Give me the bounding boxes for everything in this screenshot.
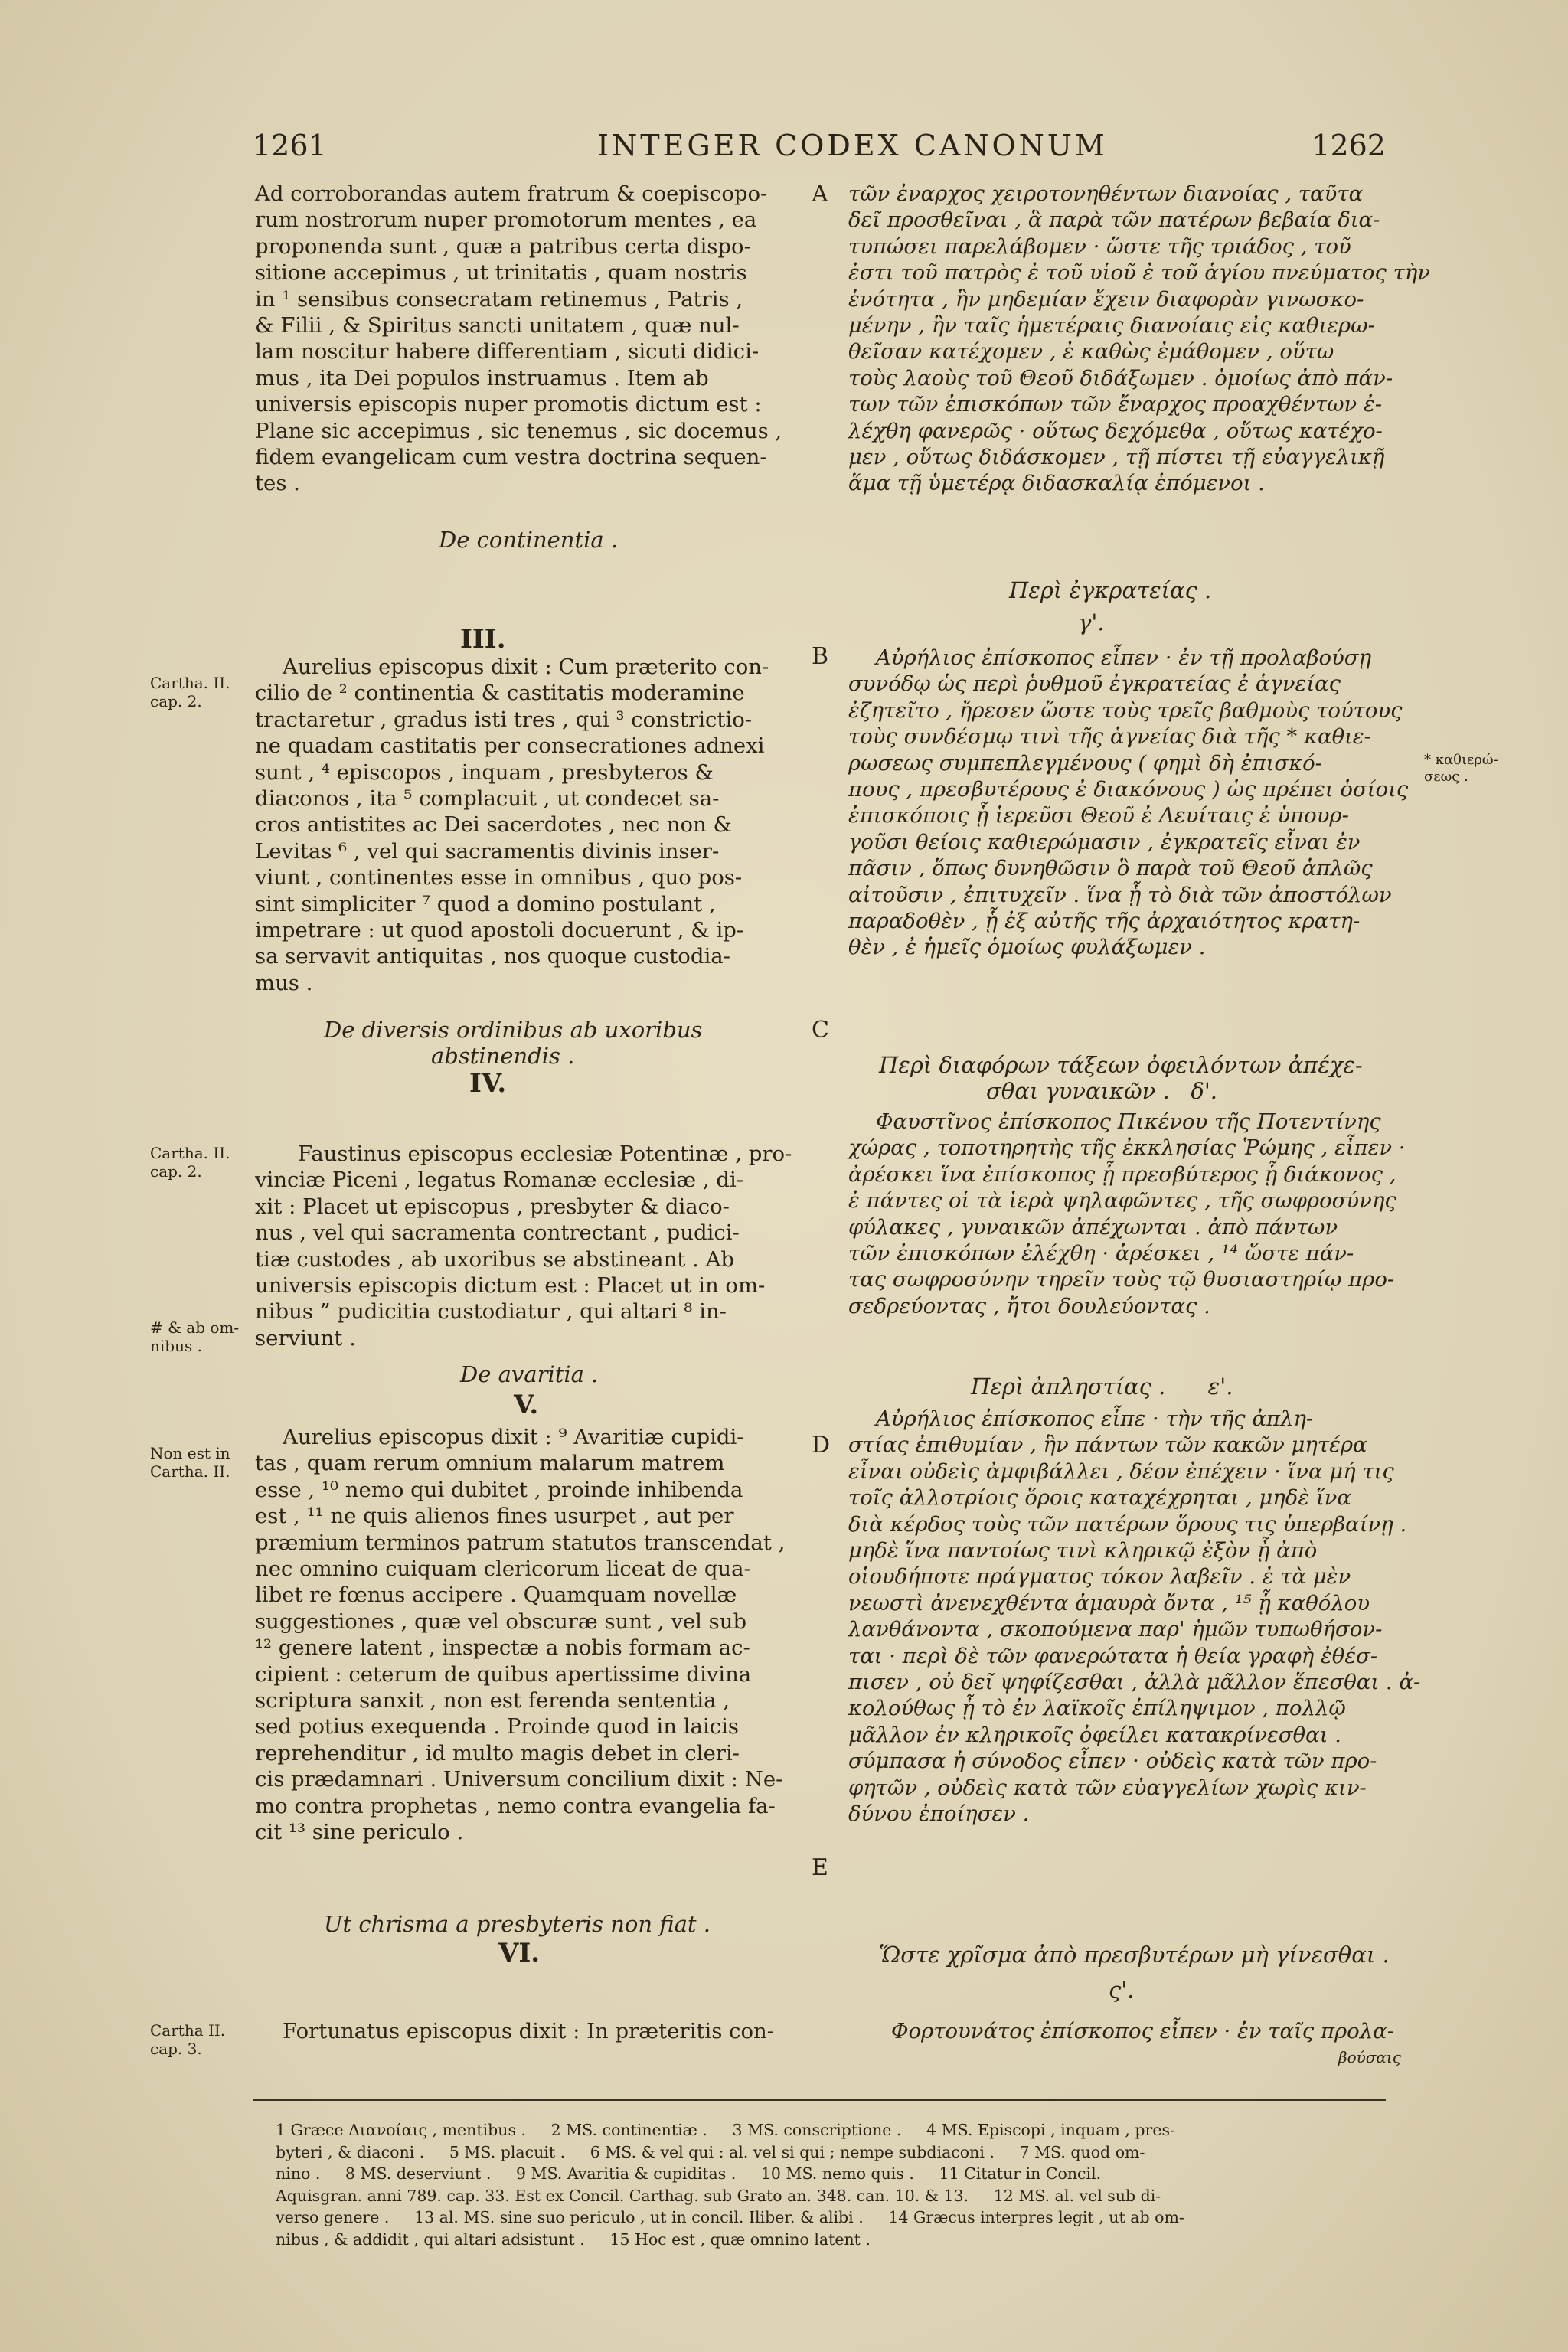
text-line: χώρας , τοποτηρητὴς τῆς ἐκκλησίας Ῥώμης , εἶπεν · <box>848 1135 1406 1161</box>
text-line: ne quadam castitatis per consecrationes adnexi <box>255 733 765 759</box>
latin-section-6 <box>255 2018 774 2044</box>
text-line: & Filii , & Spiritus sancti unitatem , quæ nul- <box>255 313 740 338</box>
latin-section-5 <box>255 1424 785 1846</box>
text-line: πᾶσιν , ὅπως δυνηθῶσιν ὃ παρὰ τοῦ Θεοῦ ἁπλῶς <box>848 856 1373 881</box>
margin-note: # & ab om- nibus . <box>150 1318 240 1355</box>
section-heading-4b: abstinendis . <box>431 1043 575 1069</box>
text-line: Ad corroborandas autem fratrum & coepiscopo- <box>255 181 768 206</box>
margin-note: Cartha. II. cap. 2. <box>150 674 230 710</box>
text-line: tiæ custodes , ab uxoribus se abstineant . Ab <box>255 1246 735 1272</box>
text-line: ἐ πάντες οἱ τὰ ἱερὰ ψηλαφῶντες , τῆς σωφροσύνης <box>848 1188 1396 1214</box>
text-line: Fortunatus episcopus dixit : In præteritis con- <box>283 2019 775 2043</box>
text-line: διὰ κέρδος τοὺς τῶν πατέρων ὅρους τις ὑπερβαίνῃ . <box>848 1511 1407 1537</box>
text-line: libet re fœnus accipere . Quamquam novellæ <box>255 1583 737 1608</box>
text-line: ἐζητεῖτο , ἤρεσεν ὥστε τοὺς τρεῖς βαθμοὺς τούτους <box>848 697 1403 723</box>
text-line: τοῖς ἀλλοτρίοις ὅροις καταχέχρηται , μηδὲ ἵνα <box>848 1485 1351 1511</box>
section-heading-3: De continentia . <box>439 527 619 553</box>
text-line: lam noscitur habere differentiam , sicuti didici- <box>255 339 760 364</box>
footnote-rule <box>253 2099 1386 2101</box>
greek-section-5 <box>848 1406 1420 1828</box>
greek-section-4 <box>848 1109 1406 1319</box>
text-line: τας σωφροσύνην τηρεῖν τοὺς τῷ θυσιαστηρίῳ προ- <box>848 1267 1395 1292</box>
text-line: fidem evangelicam cum vestra doctrina sequen- <box>255 445 767 470</box>
text-line: πισεν , οὐ δεῖ ψηφίζεσθαι , ἀλλὰ μᾶλλον ἕπεσθαι . ἀ- <box>848 1670 1421 1695</box>
footnote-line: nino . 8 MS. deserviunt . 9 MS. Avaritia & cupiditas . 10 MS. nemo quis . 11 Citatur in Concil. <box>276 2164 1102 2183</box>
text-line: sitione accepimus , ut trinitatis , quam nostris <box>255 260 747 286</box>
text-line: θὲν , ἐ ἡμεῖς ὁμοίως φυλάξωμεν . <box>848 935 1206 960</box>
text-line: nibus ” pudicitia custodiatur , qui altari ⁸ in- <box>255 1299 727 1325</box>
text-line: τῶν ἐπισκόπων ἐλέχθη · ἀρέσκει , ¹⁴ ὥστε πάν- <box>848 1241 1354 1266</box>
text-line: cit ¹³ sine periculo . <box>255 1820 464 1845</box>
running-title: INTEGER CODEX CANONUM <box>597 129 1108 162</box>
text-line: μᾶλλον ἐν κληρικοῖς ὀφείλει κατακρίνεσθαι . <box>848 1722 1342 1747</box>
text-line: Plane sic accepimus , sic tenemus , sic docemus , <box>255 418 782 443</box>
text-line: ἐπισκόποις ᾗ ἱερεῦσι Θεοῦ ἐ Λευίταις ἐ ὑπουρ- <box>848 803 1349 828</box>
text-line: mus . <box>255 970 313 995</box>
section-letter-d: D <box>812 1432 831 1459</box>
text-line: cis prædamnari . Universum concilium dixit : Ne- <box>255 1767 783 1792</box>
footnotes <box>276 2119 1393 2250</box>
text-line: suggestiones , quæ vel obscuræ sunt , vel sub <box>255 1609 747 1634</box>
text-line: esse , ¹⁰ nemo qui dubitet , proinde inhibenda <box>255 1477 743 1502</box>
text-line: τοὺς λαοὺς τοῦ Θεοῦ διδάξωμεν . ὁμοίως ἀπὸ πάν- <box>848 365 1393 390</box>
margin-note-right: * καθιερώ- σεως . <box>1424 752 1498 785</box>
section-heading-5: De avaritia . <box>460 1361 599 1387</box>
text-line: rum nostrorum nuper promotorum mentes , ea <box>255 207 757 233</box>
footnote-line: 1 Græce Διανοίαις , mentibus . 2 MS. continentiæ . 3 MS. conscriptione . 4 MS. Episcopi , inquam , pres- <box>276 2121 1175 2139</box>
text-line: proponenda sunt , quæ a patribus certa dispo- <box>255 234 751 259</box>
section-numeral-6: VI. <box>498 1938 541 1968</box>
text-line: universis episcopis nuper promotis dictum est : <box>255 392 762 417</box>
text-line: in ¹ sensibus consecratam retinemus , Patris , <box>255 286 743 312</box>
text-line: sunt , ⁴ episcopos , inquam , presbyteros & <box>255 760 714 785</box>
text-line: xit : Placet ut episcopus , presbyter & diaco- <box>255 1194 730 1219</box>
section-letter-e: E <box>812 1854 828 1881</box>
text-line: μηδὲ ἵνα παντοίως τινὶ κληρικῷ ἐξὸν ᾖ ἀπὸ <box>848 1538 1318 1563</box>
text-line: Faustinus episcopus ecclesiæ Potentinæ , pro- <box>298 1142 792 1166</box>
footnote-line: verso genere . 13 al. MS. sine suo periculo , ut in concil. Iliber. & alibi . 14 Græcus interpres legit , ut ab om- <box>276 2208 1184 2226</box>
text-line: scriptura sanxit , non est ferenda sententia , <box>255 1688 730 1713</box>
text-line: sed potius exequenda . Proinde quod in laicis <box>255 1714 739 1740</box>
text-line: βούσαις <box>1338 2048 1401 2067</box>
text-line: tas , quam rerum omnium malarum matrem <box>255 1451 725 1476</box>
text-line: nus , vel qui sacramenta contrectant , pudici- <box>255 1220 740 1246</box>
greek-section-3 <box>848 645 1408 961</box>
greek-heading-3: Περὶ ἐγκρατείας . <box>1009 577 1212 603</box>
text-line: σύμπασα ἡ σύνοδος εἶπεν · οὐδεὶς κατὰ τῶν προ- <box>848 1749 1377 1774</box>
text-line: viunt , continentes esse in omnibus , quo pos- <box>255 865 743 890</box>
latin-intro <box>255 181 782 497</box>
footnote-line: Aquisgran. anni 789. cap. 33. Est ex Concil. Carthag. sub Grato an. 348. can. 10. & 13. 12 MS. al. vel sub di- <box>276 2186 1161 2205</box>
section-numeral-3: III. <box>460 624 506 655</box>
text-line: γοῦσι θείοις καθιερώμασιν , ἐγκρατεῖς εἶναι ἐν <box>848 829 1361 854</box>
text-line: τυπώσει παρελάβομεν · ὥστε τῆς τριάδος , τοῦ <box>848 234 1351 259</box>
section-numeral-4: IV. <box>469 1068 507 1099</box>
text-line: est , ¹¹ ne quis alienos fines usurpet , aut per <box>255 1504 734 1529</box>
text-line: συνόδῳ ὡς περὶ ῥυθμοῦ ἐγκρατείας ἐ ἁγνείας <box>848 671 1341 697</box>
text-line: ρωσεως συμπεπλεγμένους ( φημὶ δὴ ἐπισκό- <box>848 750 1322 776</box>
text-line: nec omnino cuiquam clericorum liceat de qua- <box>255 1557 751 1582</box>
section-letter-a: A <box>812 181 828 207</box>
section-heading-4a: De diversis ordinibus ab uxoribus <box>324 1017 703 1043</box>
text-line: δύνου ἐποίησεν . <box>848 1802 1030 1827</box>
text-line: universis episcopis dictum est : Placet ut in om- <box>255 1273 766 1298</box>
text-line: νεωστὶ ἀνενεχθέντα ἀμαυρὰ ὄντα , ¹⁵ ᾗ καθόλου <box>848 1590 1370 1615</box>
text-line: præmium terminos patrum statutos transcendat , <box>255 1530 786 1555</box>
text-line: στίας ἐπιθυμίαν , ἣν πάντων τῶν κακῶν μητέρα <box>848 1432 1367 1458</box>
text-line: μεν , οὕτως διδάσκομεν , τῇ πίστει τῇ εὐαγγελικῇ <box>848 445 1385 470</box>
text-line: εἶναι οὐδεὶς ἀμφιβάλλει , δέον ἐπέχειν · ἵνα μή τις <box>848 1459 1394 1484</box>
text-line: λέχθη φανερῶς · οὕτως δεχόμεθα , οὕτως κατέχο- <box>848 418 1383 443</box>
text-line: vinciæ Piceni , legatus Romanæ ecclesiæ , di- <box>255 1168 744 1193</box>
section-letter-c: C <box>812 1017 829 1044</box>
text-line: cilio de ² continentia & castitatis moderamine <box>255 681 745 706</box>
text-line: αἰτοῦσιν , ἐπιτυχεῖν . ἵνα ᾗ τὸ διὰ τῶν ἀποστόλων <box>848 882 1392 907</box>
text-line: λανθάνοντα , σκοπούμενα παρ' ἡμῶν τυπωθήσον- <box>848 1617 1383 1642</box>
text-line: Levitas ⁶ , vel qui sacramentis divinis inser- <box>255 838 720 864</box>
text-line: δεῖ προσθεῖναι , ἃ παρὰ τῶν πατέρων βεβαία δια- <box>848 207 1380 233</box>
text-line: Αὐρήλιος ἐπίσκοπος εἶπεν · ἐν τῇ προλαβούσῃ <box>876 645 1372 670</box>
text-line: πους , πρεσβυτέρους ἐ διακόνους ) ὡς πρέπει ὁσίοις <box>848 777 1409 802</box>
greek-heading-5: Περὶ ἀπληστίας . ε'. <box>971 1374 1233 1400</box>
text-line: tes . <box>255 471 300 496</box>
footnote-line: nibus , & addidit , qui altari adsistunt . 15 Hoc est , quæ omnino latent . <box>276 2230 871 2249</box>
section-letter-b: B <box>812 643 829 670</box>
greek-heading-4b: σθαι γυναικῶν . δ'. <box>986 1078 1218 1104</box>
text-line: Aurelius episcopus dixit : Cum præterito con- <box>283 655 769 679</box>
text-line: ἐστι τοῦ πατρὸς ἐ τοῦ υἱοῦ ἐ τοῦ ἁγίου πνεύματος τὴν <box>848 260 1431 286</box>
text-line: οἱουδήποτε πράγματος τόκον λαβεῖν . ἐ τὰ μὲν <box>848 1564 1351 1589</box>
greek-numeral-6: ς'. <box>1109 1977 1135 2003</box>
margin-note: Non est in Cartha. II. <box>150 1444 230 1481</box>
greek-heading-6: Ὥστε χρῖσμα ἀπὸ πρεσβυτέρων μὴ γίνεσθαι . <box>879 1942 1390 1968</box>
text-line: Φαυστῖνος ἐπίσκοπος Πικένου τῆς Ποτεντίνης <box>876 1109 1381 1134</box>
section-numeral-5: V. <box>514 1390 539 1420</box>
page-number-right: 1262 <box>1312 129 1386 162</box>
text-line: diaconos , ita ⁵ complacuit , ut condecet sa- <box>255 786 720 812</box>
latin-section-3 <box>255 654 769 996</box>
text-line: παραδοθὲν , ᾗ ἐξ αὐτῆς τῆς ἀρχαιότητος κρατη- <box>848 909 1361 934</box>
page-number-left: 1261 <box>253 129 327 162</box>
text-line: mus , ita Dei populos instruamus . Item ab <box>255 365 709 390</box>
margin-note: Cartha. II. cap. 2. <box>150 1144 230 1181</box>
text-line: Aurelius episcopus dixit : ⁹ Avaritiæ cupidi- <box>283 1425 744 1449</box>
text-line: tractaretur , gradus isti tres , qui ³ constrictio- <box>255 707 753 732</box>
text-line: φύλακες , γυναικῶν ἀπέχωνται . ἀπὸ πάντων <box>848 1214 1338 1240</box>
latin-section-4 <box>255 1141 792 1351</box>
text-line: reprehenditur , id multo magis debet in cleri- <box>255 1740 740 1766</box>
text-line: των τῶν ἐπισκόπων τῶν ἔναρχος προαχθέντων ἐ- <box>848 392 1383 417</box>
text-line: Αὐρήλιος ἐπίσκοπος εἶπε · τὴν τῆς ἀπλη- <box>876 1406 1314 1431</box>
text-line: ἀρέσκει ἵνα ἐπίσκοπος ᾗ πρεσβύτερος ᾗ διάκονος , <box>848 1161 1396 1187</box>
greek-numeral-3: γ'. <box>1078 609 1105 635</box>
text-line: μένην , ἣν ταῖς ἡμετέραις διανοίαις εἰς καθιερω- <box>848 313 1375 338</box>
text-line: ἅμα τῇ ὑμετέρᾳ διδασκαλίᾳ ἑπόμενοι . <box>848 471 1265 496</box>
footnote-line: byteri , & diaconi . 5 MS. placuit . 6 MS. & vel qui : al. vel si qui ; nempe subdiaconi . 7 MS. quod om- <box>276 2142 1145 2161</box>
text-line: φητῶν , οὐδεὶς κατὰ τῶν εὐαγγελίων χωρὶς κιν- <box>848 1775 1367 1800</box>
text-line: ἑνότητα , ἣν μηδεμίαν ἔχειν διαφορὰν γινωσκο- <box>848 286 1364 312</box>
text-line: sint simpliciter ⁷ quod a domino postulant , <box>255 891 716 916</box>
text-line: ται · περὶ δὲ τῶν φανερώτατα ἡ θεία γραφὴ ἐθέσ- <box>848 1643 1378 1668</box>
text-line: sa servavit antiquitas , nos quoque custodia- <box>255 944 730 969</box>
text-line: θεῖσαν κατέχομεν , ἐ καθὼς ἐμάθομεν , οὕτω <box>848 339 1334 364</box>
text-line: cros antistites ac Dei sacerdotes , nec non & <box>255 812 732 838</box>
text-line: mo contra prophetas , nemo contra evangelia fa- <box>255 1793 776 1818</box>
greek-section-6 <box>848 2018 1401 2071</box>
text-line: τῶν ἐναρχος χειροτονηθέντων διανοίας , ταῦτα <box>848 181 1364 206</box>
text-line: serviunt . <box>255 1325 356 1351</box>
text-line: κολούθως ᾗ τὸ ἐν λαϊκοῖς ἐπίληψιμον , πολλῷ <box>848 1696 1346 1721</box>
section-heading-6: Ut chrisma a presbyteris non fiat . <box>324 1911 710 1937</box>
greek-intro <box>848 181 1430 497</box>
text-line: ¹² genere latent , inspectæ a nobis formam ac- <box>255 1635 750 1661</box>
text-line: τοὺς συνδέσμῳ τινὶ τῆς ἁγνείας διὰ τῆς * καθιε- <box>848 724 1371 750</box>
running-header <box>253 129 1386 167</box>
text-line: cipient : ceterum de quibus apertissime divina <box>255 1661 752 1687</box>
greek-heading-4a: Περὶ διαφόρων τάξεων ὀφειλόντων ἀπέχε- <box>879 1052 1363 1078</box>
text-line: Φορτουνάτος ἐπίσκοπος εἶπεν · ἐν ταῖς προλα- <box>891 2019 1395 2043</box>
text-line: impetrare : ut quod apostoli docuerunt , & ip- <box>255 918 744 943</box>
text-line: σεδρεύοντας , ἤτοι δουλεύοντας . <box>848 1293 1210 1318</box>
margin-note: Cartha II. cap. 3. <box>150 2021 226 2058</box>
